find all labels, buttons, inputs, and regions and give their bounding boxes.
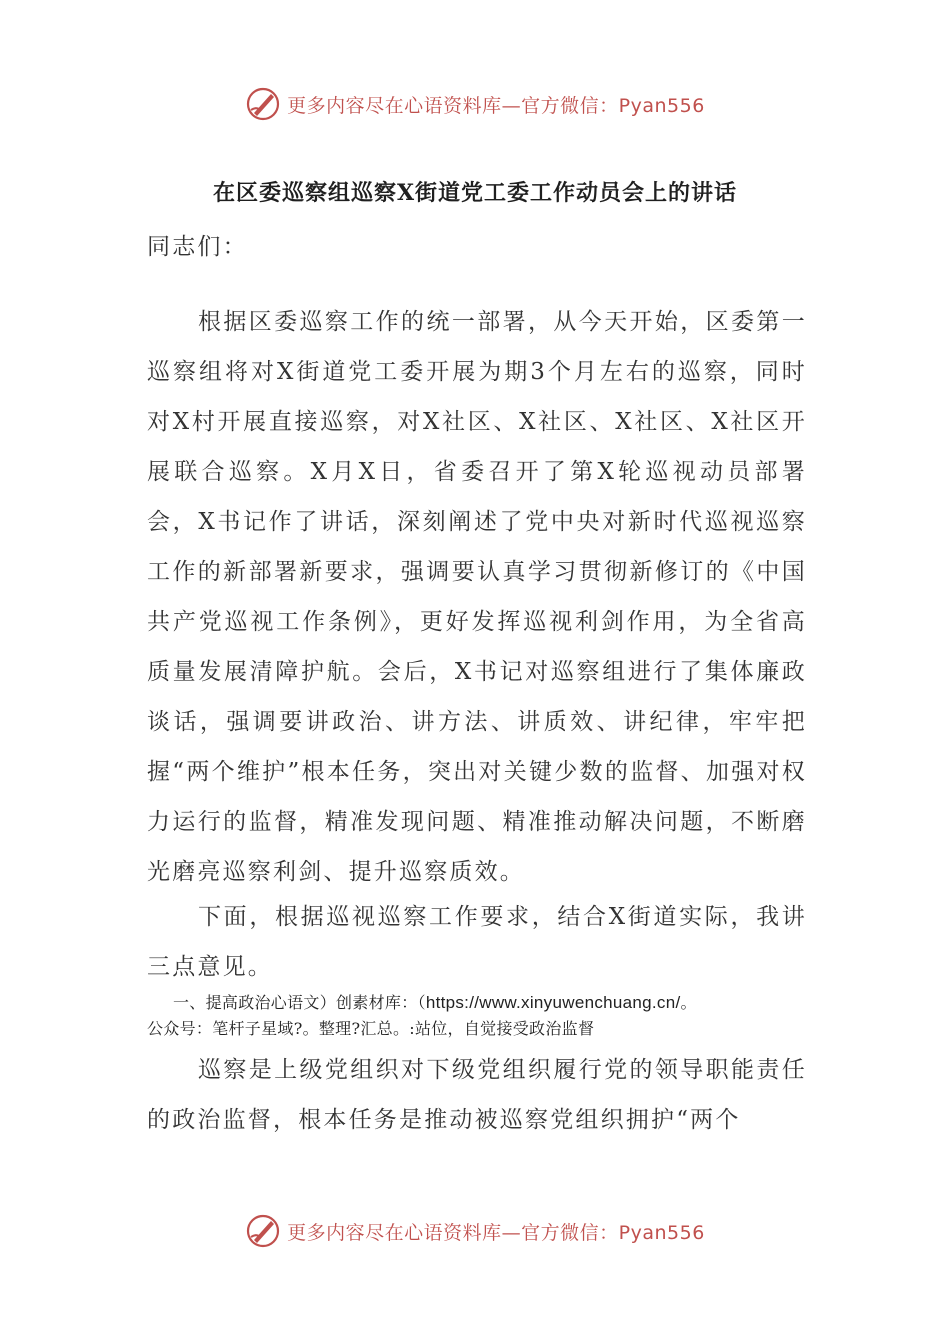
footer-banner xyxy=(0,1211,950,1251)
paragraph-2: 下面，根据巡视巡察工作要求，结合X街道实际，我讲三点意见。 xyxy=(147,904,807,980)
greeting: 同志们： xyxy=(147,234,248,260)
banner-text: 更多内容尽在心语资料库—官方微信：Pyan556 xyxy=(287,1221,705,1244)
section-heading-1: 一、提高政治心语文）创素材库：（https://www.xinyuwenchuang.cn/。 公众号：笔杆子星域?。整理?汇总。:站位，自觉接受政治监督 xyxy=(147,993,697,1038)
paragraph-3: 巡察是上级党组织对下级党组织履行党的领导职能责任的政治监督，根本任务是推动被巡察党组织拥护“两个 xyxy=(147,1057,807,1133)
header-banner xyxy=(0,84,950,124)
banner-text: 更多内容尽在心语资料库—官方微信：Pyan556 xyxy=(287,94,705,117)
pen-logo-icon xyxy=(245,1213,281,1249)
paragraph-1: 根据区委巡察工作的统一部署，从今天开始，区委第一巡察组将对X街道党工委开展为期3个月左右的巡察，同时对X村开展直接巡察，对X社区、X社区、X社区、X社区开展联合巡察。X月X日，省委召开了第X轮巡视动员部署会，X书记作了讲话，深刻阐述了党中央对新时代巡视巡察工作的新部署新要求，强调要认真学习贯彻新修订的《中国共产党巡视工作条例》，更好发挥巡视利剑作用，为全省高质量发展清障护航。会后，X书记对巡察组进行了集体廉政谈话，强调要讲政治、讲方法、讲质效、讲纪律，牢牢把握“两个维护”根本任务，突出对关键少数的监督、加强对权力运行的监督，精准发现问题、精准推动解决问题，不断磨光磨亮巡察利剑、提升巡察质效。 xyxy=(147,309,807,885)
source-link[interactable]: https://www.xinyuwenchuang.cn/ xyxy=(425,993,681,1012)
document-title: 在区委巡察组巡察X街道党工委工作动员会上的讲话 xyxy=(212,180,738,206)
pen-logo-icon xyxy=(245,86,281,122)
